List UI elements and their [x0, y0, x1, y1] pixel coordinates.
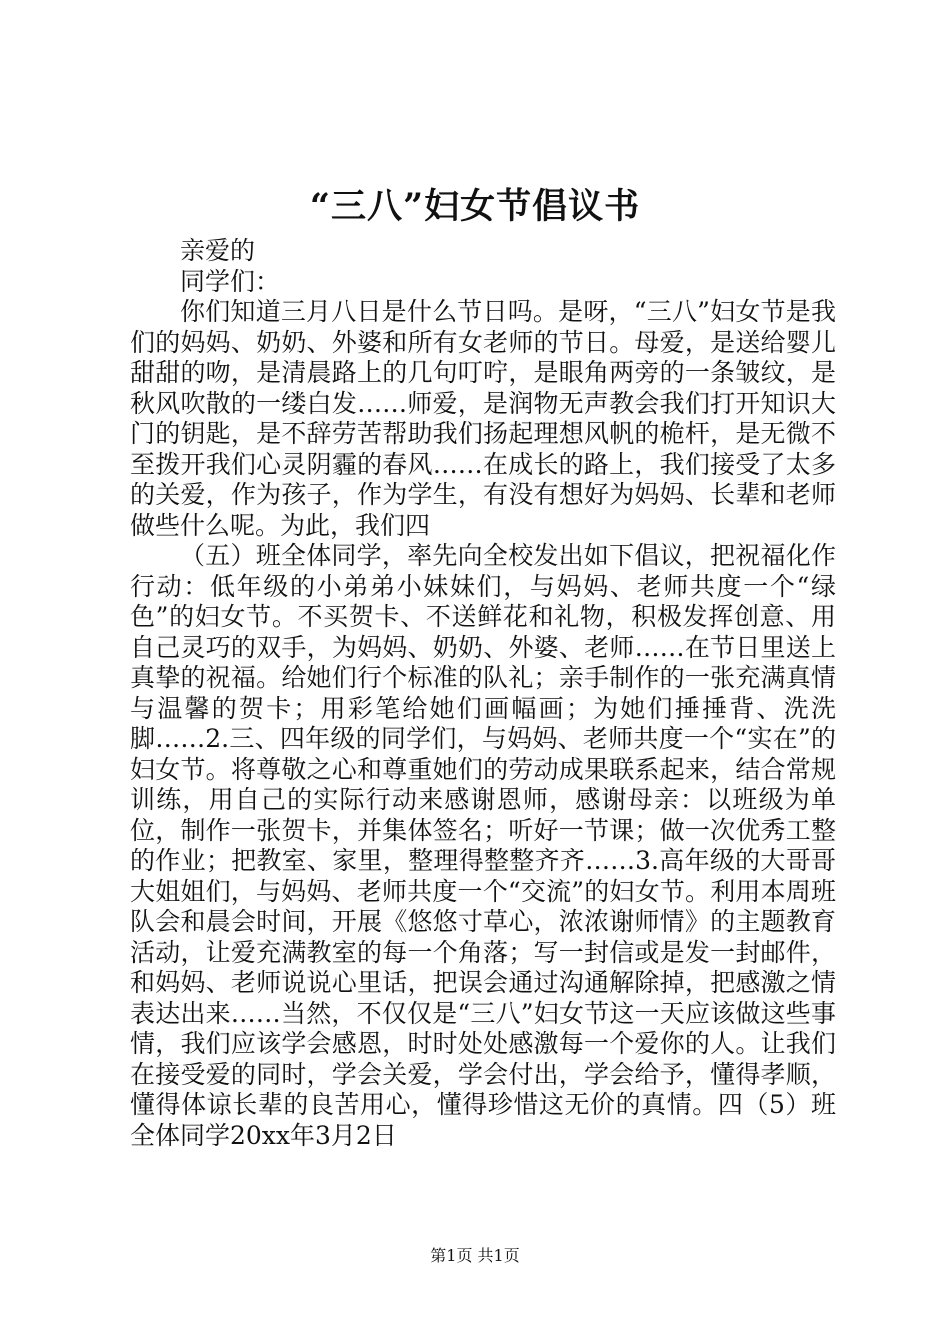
body-paragraph-1: 你们知道三月八日是什么节日吗。是呀，“三八”妇女节是我们的妈妈、奶奶、外婆和所有女老师的节日。母爱，是送给婴儿甜甜的吻，是清晨路上的几句叮咛，是眼角两旁的一条皱纹，是秋风吹散的一缕白发……师爱，是润物无声教会我们打开知识大门的钥匙，是不辞劳苦帮助我们扬起理想风帆的桅杆，是无微不至拨开我们心灵阴霾的春风……在成长的路上，我们接受了太多的关爱，作为孩子，作为学生，有没有想好为妈妈、长辈和老师做些什么呢。为此，我们四	[130, 297, 836, 540]
document-body	[130, 236, 836, 1151]
salutation-line-1: 亲爱的	[180, 236, 256, 265]
body-paragraph-2: （五）班全体同学，率先向全校发出如下倡议，把祝福化作行动：低年级的小弟弟小妹妹们，与妈妈、老师共度一个“绿色”的妇女节。不买贺卡、不送鲜花和礼物，积极发挥创意、用自己灵巧的双手，为妈妈、奶奶、外婆、老师……在节日里送上真挚的祝福。给她们行个标准的队礼；亲手制作的一张充满真情与温馨的贺卡；用彩笔给她们画幅画；为她们捶捶背、洗洗脚……2.三、四年级的同学们，与妈妈、老师共度一个“实在”的妇女节。将尊敬之心和尊重她们的劳动成果联系起来，结合常规训练，用自己的实际行动来感谢恩师，感谢母亲：以班级为单位，制作一张贺卡，并集体签名；听好一节课；做一次优秀工整的作业；把教室、家里，整理得整整齐齐……3.高年级的大哥哥大姐姐们，与妈妈、老师共度一个“交流”的妇女节。利用本周班队会和晨会时间，开展《悠悠寸草心，浓浓谢师情》的主题教育活动，让爱充满教室的每一个角落；写一封信或是发一封邮件，和妈妈、老师说说心里话，把误会通过沟通解除掉，把感激之情表达出来……当然，不仅仅是“三八”妇女节这一天应该做这些事情，我们应该学会感恩，时时处处感激每一个爱你的人。让我们在接受爱的同时，学会关爱，学会付出，学会给予，懂得孝顺，懂得体谅长辈的良苦用心，懂得珍惜这无价的真情。四（5）班全体同学20xx年3月2日	[130, 541, 836, 1150]
document-title: “三八”妇女节倡议书	[309, 186, 641, 227]
salutation-line-2: 同学们：	[180, 266, 281, 296]
page-number-footer: 第1页 共1页	[430, 1246, 520, 1265]
